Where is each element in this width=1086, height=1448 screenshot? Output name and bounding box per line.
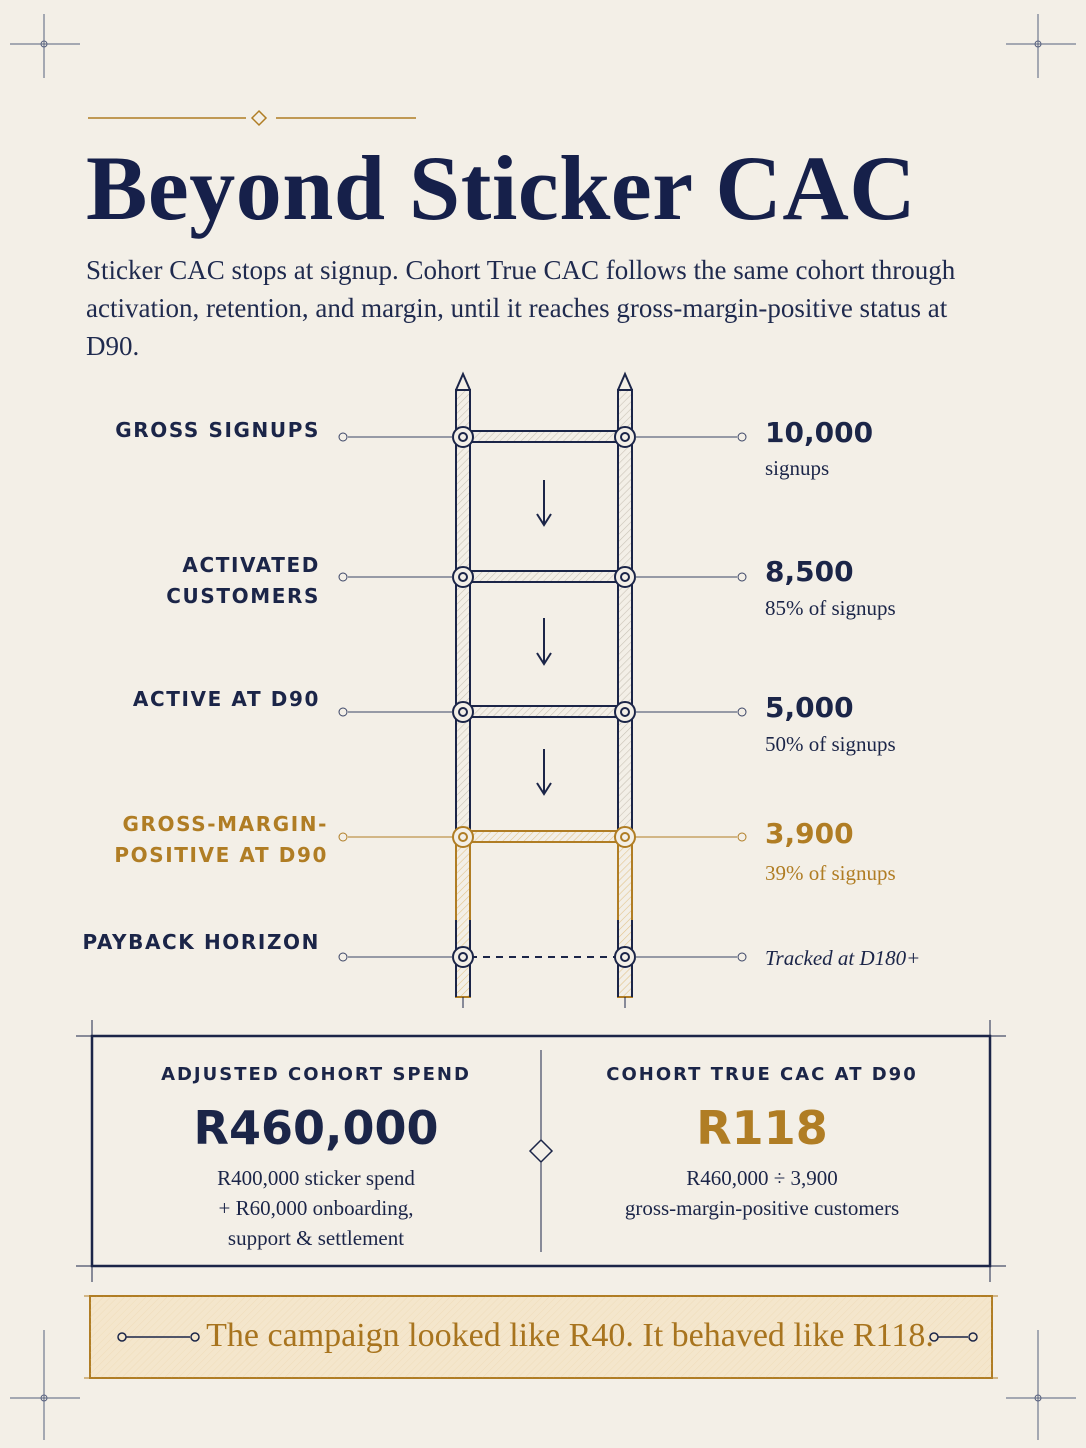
stage-label-gm-positive: GROSS-MARGIN-POSITIVE AT D90 <box>114 812 328 867</box>
leader-lines <box>339 433 746 961</box>
stage-label-gross-signups: GROSS SIGNUPS <box>115 418 320 442</box>
metric-value-true-cac: R118 <box>696 1101 828 1155</box>
metric-label-true-cac: COHORT TRUE CAC AT D90 <box>606 1064 918 1085</box>
ladder-rails <box>456 374 632 1008</box>
stage-note-gross-signups: signups <box>765 456 830 480</box>
down-arrow-icon <box>537 480 551 794</box>
metric-value-spend: R460,000 <box>193 1101 439 1155</box>
stage-label-active-d90: ACTIVE AT D90 <box>132 687 320 711</box>
stage-note-activated: 85% of signups <box>765 596 896 620</box>
metric-detail-spend: R400,000 sticker spend + R60,000 onboarding, support & settlement <box>217 1166 415 1250</box>
stage-label-activated-customers: ACTIVATED CUSTOMERS <box>166 553 320 608</box>
stage-note-gm-positive: 39% of signups <box>765 861 896 885</box>
footer-quote: The campaign looked like R40. It behaved like R118. <box>206 1317 934 1354</box>
stage-value-gross-signups: 10,000 <box>765 416 874 449</box>
stage-label-payback-horizon: PAYBACK HORIZON <box>82 930 320 954</box>
stage-value-active-d90: 5,000 <box>765 691 854 724</box>
stage-note-active-d90: 50% of signups <box>765 732 896 756</box>
page-subtitle: Sticker CAC stops at signup. Cohort True CAC follows the same cohort through activation, retention, and margin, until it reaches gross-margin-positive status at D90. <box>86 255 956 361</box>
title-ornament <box>88 111 416 125</box>
stage-value-activated: 8,500 <box>765 555 854 588</box>
stage-value-gm-positive: 3,900 <box>765 817 854 850</box>
page-title: Beyond Sticker CAC <box>86 137 917 239</box>
metric-label-spend: ADJUSTED COHORT SPEND <box>161 1064 471 1085</box>
stage-note-payback: Tracked at D180+ <box>765 946 921 970</box>
metric-detail-true-cac: R460,000 ÷ 3,900 gross-margin-positive customers <box>624 1166 900 1220</box>
